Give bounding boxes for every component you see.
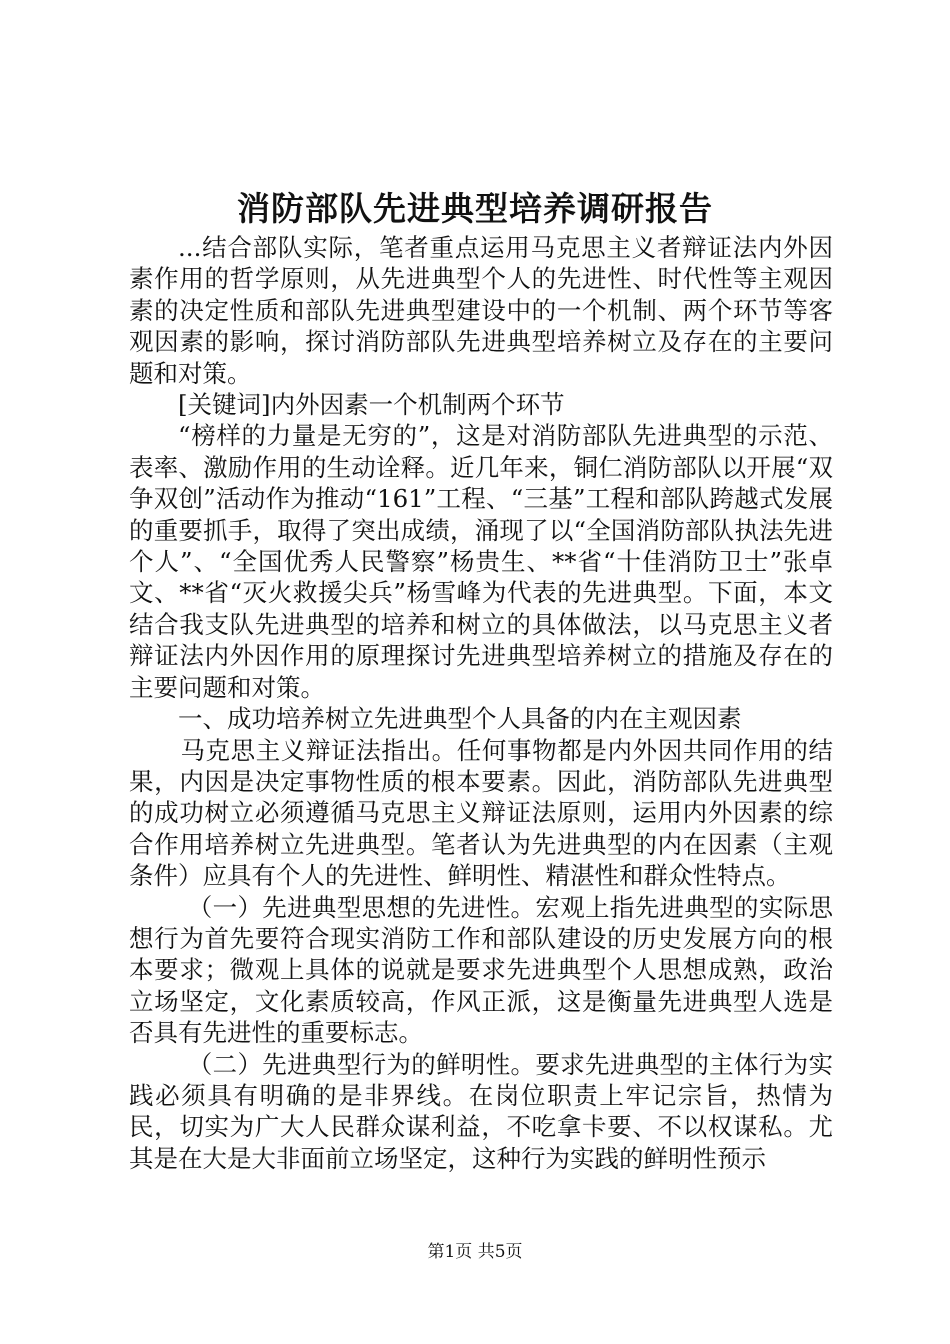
paragraph-section-1: 马克思主义辩证法指出。任何事物都是内外因共同作用的结果，内因是决定事物性质的根本要素。因此，消防部队先进典型的成功树立必须遵循马克思主义辩证法原则，运用内外因素的综合作用培养树立先进典型。笔者认为先进典型的内在因素（主观条件）应具有个人的先进性、鲜明性、精湛性和群众性特点。 — [129, 735, 833, 891]
page-number-footer: 第1页 共5页 — [427, 1242, 523, 1262]
paragraph-abstract: ...结合部队实际，笔者重点运用马克思主义者辩证法内外因素作用的哲学原则，从先进典型个人的先进性、时代性等主观因素的决定性质和部队先进典型建设中的一个机制、两个环节等客观因素的影响，探讨消防部队先进典型培养树立及存在的主要问题和对策。 — [129, 233, 833, 388]
paragraph-keywords: [关键词]内外因素一个机制两个环节 — [178, 390, 565, 420]
document-title: 消防部队先进典型培养调研报告 — [237, 189, 713, 228]
paragraph-subsection-2: （二）先进典型行为的鲜明性。要求先进典型的主体行为实践必须具有明确的是非界线。在岗位职责上牢记宗旨，热情为民，切实为广大人民群众谋利益，不吃拿卡要、不以权谋私。尤其是在大是大非面前立场坚定，这种行为实践的鲜明性预示 — [129, 1049, 833, 1173]
paragraph-intro: “榜样的力量是无穷的”，这是对消防部队先进典型的示范、表率、激励作用的生动诠释。近几年来，铜仁消防部队以开展“双争双创”活动作为推动“161”工程、“三基”工程和部队跨越式发展的重要抓手，取得了突出成绩，涌现了以“全国消防部队执法先进个人”、“全国优秀人民警察”杨贵生、**省“十佳消防卫士”张卓文、**省“灭火救援尖兵”杨雪峰为代表的先进典型。下面，本文结合我支队先进典型的培养和树立的具体做法，以马克思主义者辩证法内外因作用的原理探讨先进典型培养树立的措施及存在的主要问题和对策。 — [129, 421, 833, 702]
section-heading-1: 一、成功培养树立先进典型个人具备的内在主观因素 — [178, 704, 742, 734]
document-body — [129, 232, 833, 1174]
paragraph-subsection-1: （一）先进典型思想的先进性。宏观上指先进典型的实际思想行为首先要符合现实消防工作和部队建设的历史发展方向的根本要求；微观上具体的说就是要求先进典型个人思想成熟，政治立场坚定，文化素质较高，作风正派，这是衡量先进典型人选是否具有先进性的重要标志。 — [129, 892, 833, 1048]
